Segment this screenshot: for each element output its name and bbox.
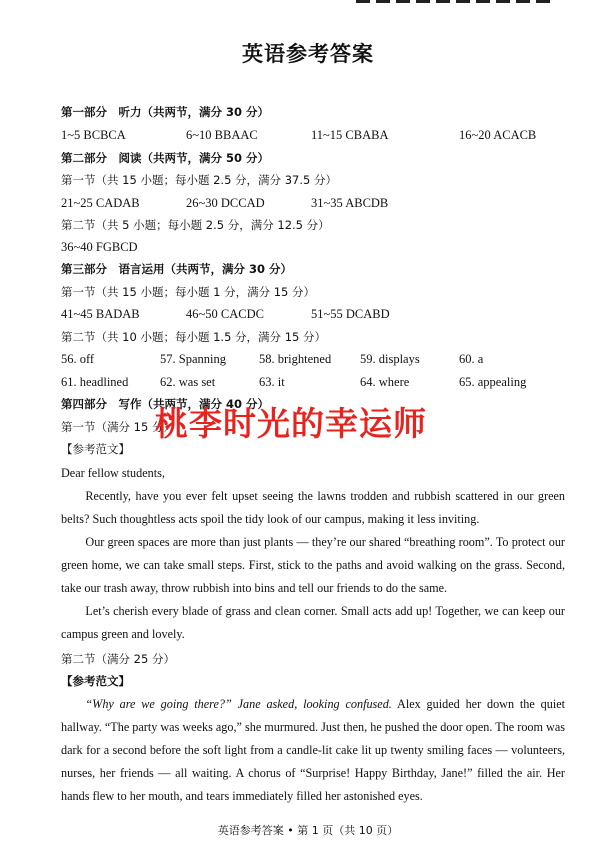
fill-answer: 58. brightened	[259, 352, 332, 366]
answer-group: 31~35 ABCDB	[311, 196, 389, 210]
model-essay-label: 【参考范文】	[61, 442, 130, 456]
part3-heading: 第三部分 语言运用（共两节，满分 30 分）	[61, 262, 293, 276]
answer-group: 16~20 ACACB	[459, 128, 537, 142]
fill-answer: 65. appealing	[459, 375, 527, 389]
part3-section2: 第二节（共 10 小题；每小题 1.5 分，满分 15 分）	[61, 330, 326, 344]
top-decoration	[356, 0, 556, 3]
fill-answer: 63. it	[259, 375, 285, 389]
answer-group: 11~15 CBABA	[311, 128, 389, 142]
story-continuation: Alex guided her down the quiet hallway. “The party was weeks ago,” she murmured. Just then, he pushed the door open. The room was dark for a second before the soft light from a candle-lit cake lit up twenty smiling faces — volunteers, nurses, her friends — all waiting. A chorus of “Surprise! Happy Birthday, Jane!” filled the air. Her hands flew to her mouth, and tears immediately filled her astonished eyes.	[61, 697, 566, 803]
fill-answer: 57. Spanning	[160, 352, 226, 366]
part4-section1: 第一节（满分 15 分）	[61, 420, 175, 434]
page-footer: 英语参考答案 • 第 1 页（共 10 页）	[217, 824, 399, 837]
answer-group: 41~45 BADAB	[61, 307, 140, 321]
essay-paragraph-3: Let’s cherish every blade of grass and clean corner. Small acts add up! Together, we can keep our campus green and lovely.	[61, 604, 565, 641]
part1-heading: 第一部分 听力（共两节，满分 30 分）	[61, 105, 270, 119]
answer-group: 46~50 CACDC	[186, 307, 264, 321]
fill-answer: 60. a	[459, 352, 484, 366]
essay-paragraph-1: Recently, have you ever felt upset seeing the lawns trodden and rubbish scattered in our green belts? Such thoughtless acts spoil the tidy look of our campus, making it less inviting.	[61, 489, 565, 526]
part3-section1: 第一节（共 15 小题；每小题 1 分，满分 15 分）	[61, 285, 316, 299]
part4-section2: 第二节（满分 25 分）	[61, 652, 175, 666]
answer-group: 51~55 DCABD	[311, 307, 390, 321]
model-essay-label-2: 【参考范文】	[61, 674, 130, 688]
story-paragraph	[61, 693, 565, 808]
answer-group: 21~25 CADAB	[61, 196, 140, 210]
watermark-text: 桃李时光的幸运师	[155, 404, 427, 443]
part4-heading: 第四部分 写作（共两节，满分 40 分）	[61, 397, 270, 411]
fill-answer: 64. where	[360, 375, 410, 389]
essay-paragraph-2: Our green spaces are more than just plants — they’re our shared “breathing room”. To protect our green home, we can take small steps. First, stick to the paths and avoid walking on the grass. Second, take our trash away, throw rubbish into bins and tell our friends to do the same.	[61, 535, 565, 595]
story-opening-italic: “Why are we going there?” Jane asked, looking confused.	[85, 697, 392, 711]
answer-group: 6~10 BBAAC	[186, 128, 258, 142]
answer-group: 26~30 DCCAD	[186, 196, 265, 210]
letter-greeting: Dear fellow students,	[61, 466, 165, 480]
answer-group: 1~5 BCBCA	[61, 128, 126, 142]
fill-answer: 61. headlined	[61, 375, 129, 389]
part2-heading: 第二部分 阅读（共两节，满分 50 分）	[61, 151, 270, 165]
fill-answer: 59. displays	[360, 352, 420, 366]
fill-answer: 56. off	[61, 352, 95, 366]
page-title: 英语参考答案	[242, 42, 374, 66]
answer-group: 36~40 FGBCD	[61, 240, 138, 254]
fill-answer: 62. was set	[160, 375, 216, 389]
part2-section2: 第二节（共 5 小题；每小题 2.5 分，满分 12.5 分）	[61, 218, 330, 232]
part2-section1: 第一节（共 15 小题；每小题 2.5 分，满分 37.5 分）	[61, 173, 337, 187]
